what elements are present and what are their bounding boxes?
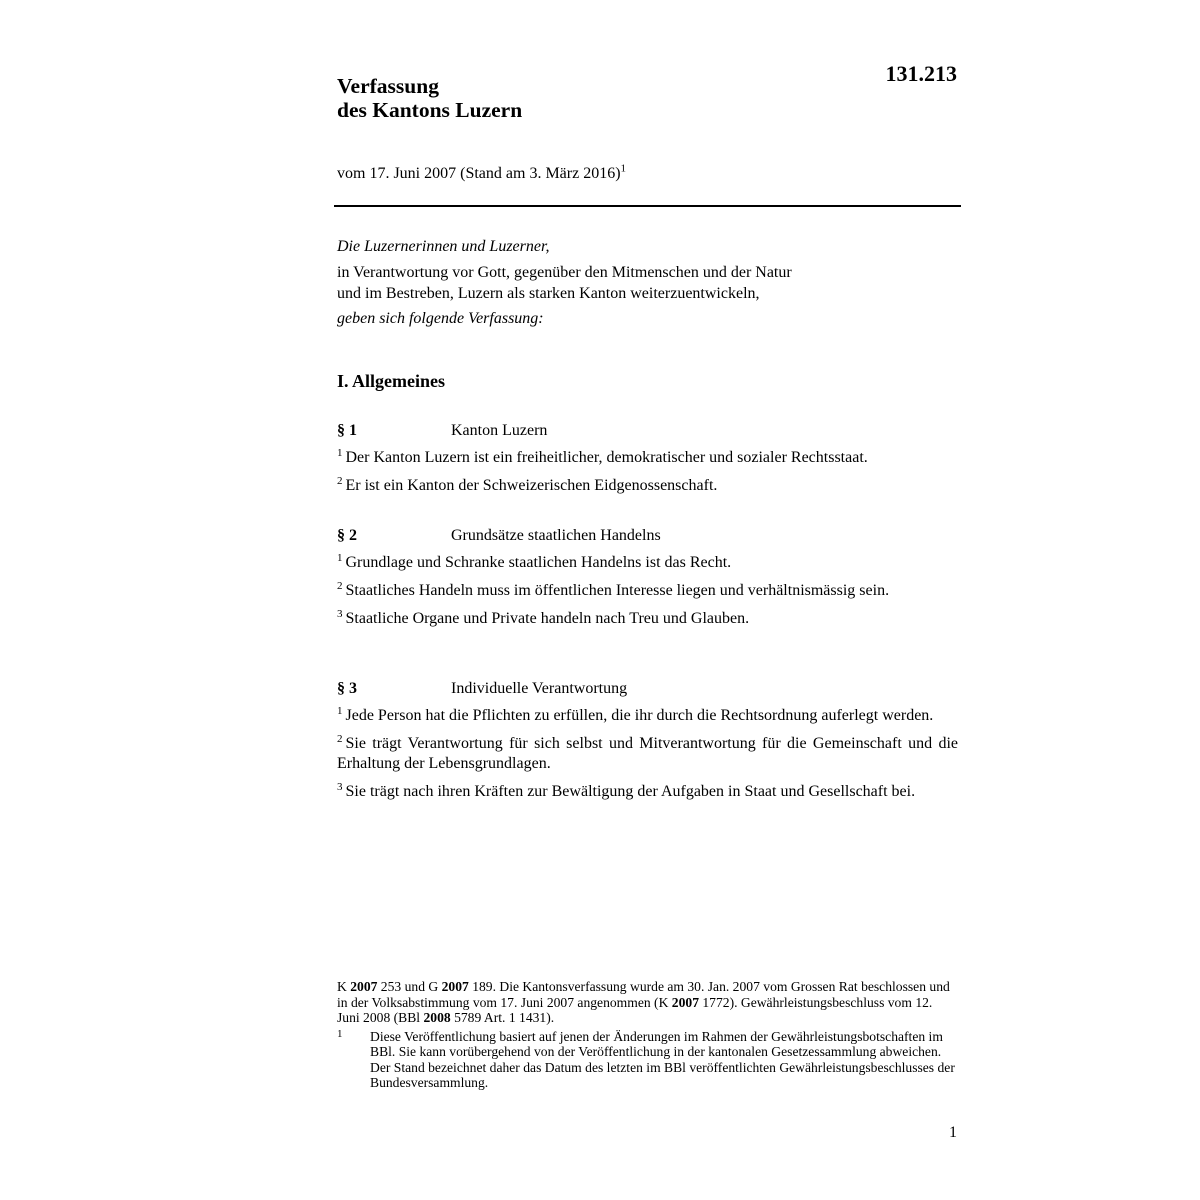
- preamble: [337, 236, 957, 329]
- source-year: 2007: [671, 994, 699, 1010]
- source-text: 189. Die Kantonsverfassung wurde am 30. Jan. 2007 vom Grossen Rat beschlossen und in der Volksabstimmung vom 17. Juni 2007 angenommen (K: [337, 979, 950, 1010]
- section-heading: [337, 525, 958, 547]
- paragraph: [337, 706, 958, 726]
- source-text: 253 und G: [377, 979, 442, 994]
- paragraph-text: Grundlage und Schranke staatlichen Handelns ist das Recht.: [345, 554, 732, 571]
- footnote-mark: 1: [337, 1027, 343, 1040]
- chapter-heading: I. Allgemeines: [337, 371, 445, 391]
- paragraph: [337, 609, 958, 629]
- page-number: 1: [949, 1124, 957, 1141]
- header-divider: [334, 205, 961, 207]
- footnote-item: [337, 1029, 957, 1091]
- source-year: 2007: [350, 979, 378, 994]
- section-1: [337, 420, 958, 504]
- paragraph-number: 2: [337, 474, 343, 487]
- section-title: Individuelle Verantwortung: [451, 680, 628, 697]
- section-title: Kanton Luzern: [451, 422, 548, 439]
- paragraph: [337, 553, 958, 573]
- paragraph-text: Sie trägt Verantwortung für sich selbst und Mitverantwortung für die Gemeinschaft und die Erhaltung der Lebensgrundlagen.: [337, 735, 958, 772]
- paragraph-number: 2: [337, 732, 343, 745]
- preamble-line-3: und im Bestreben, Luzern als starken Kanton weiterzuentwickeln,: [337, 285, 760, 302]
- section-number: § 1: [337, 422, 357, 439]
- footnote-source: [337, 979, 957, 1026]
- paragraph-text: Sie trägt nach ihren Kräften zur Bewältigung der Aufgaben in Staat und Gesellschaft bei.: [345, 783, 916, 800]
- paragraph: [337, 782, 958, 802]
- paragraph-number: 1: [337, 551, 343, 564]
- paragraph-number: 1: [337, 446, 343, 459]
- source-text: 1772). Gewährleistungsbeschluss vom 12. Juni 2008 (BBl: [337, 994, 933, 1025]
- source-year: 2007: [441, 979, 469, 994]
- section-number: § 2: [337, 527, 357, 544]
- paragraph-text: Er ist ein Kanton der Schweizerischen Eidgenossenschaft.: [345, 477, 718, 494]
- footnotes: [337, 979, 957, 1091]
- paragraph-text: Staatliche Organe und Private handeln nach Treu und Glauben.: [345, 610, 750, 627]
- paragraph-number: 1: [337, 704, 343, 717]
- section-2: [337, 525, 958, 637]
- source-text: 5789 Art. 1 1431).: [450, 1010, 555, 1025]
- title-line-1: Verfassung: [337, 74, 439, 98]
- paragraph-number: 3: [337, 607, 343, 620]
- footnote-text: Diese Veröffentlichung basiert auf jenen der Änderungen im Rahmen der Gewährleistungsbotschaften im BBl. Sie kann vorübergehend von der Veröffentlichung in der kantonalen Gesetzessammlung abweichen. Der Stand bezeichnet daher das Datum des letzten im BBl veröffentlichten Gewährleistungsbeschlusses der Bundesversammlung.: [370, 1028, 955, 1090]
- paragraph-number: 3: [337, 780, 343, 793]
- preamble-line-1: Die Luzernerinnen und Luzerner,: [337, 238, 550, 255]
- document-title: [337, 74, 522, 122]
- footnote-reference[interactable]: 1: [620, 162, 627, 175]
- paragraph: [337, 448, 958, 468]
- preamble-line-2: in Verantwortung vor Gott, gegenüber den Mitmenschen und der Natur: [337, 264, 792, 281]
- preamble-line-4: geben sich folgende Verfassung:: [337, 310, 544, 327]
- paragraph-text: Staatliches Handeln muss im öffentlichen Interesse liegen und verhältnismässig sein.: [345, 582, 890, 599]
- paragraph: [337, 734, 958, 774]
- paragraph-text: Jede Person hat die Pflichten zu erfüllen, die ihr durch die Rechtsordnung auferlegt werden.: [345, 707, 934, 724]
- section-heading: [337, 678, 958, 700]
- date-text: vom 17. Juni 2007 (Stand am 3. März 2016): [337, 165, 621, 182]
- paragraph: [337, 476, 958, 496]
- section-heading: [337, 420, 958, 442]
- paragraph: [337, 581, 958, 601]
- paragraph-text: Der Kanton Luzern ist ein freiheitlicher, demokratischer und sozialer Rechtsstaat.: [345, 449, 868, 466]
- section-number: § 3: [337, 680, 357, 697]
- section-3: [337, 678, 958, 810]
- source-year: 2008: [423, 1010, 451, 1025]
- source-text: K: [337, 979, 351, 994]
- section-title: Grundsätze staatlichen Handelns: [451, 527, 661, 544]
- title-line-2: des Kantons Luzern: [337, 98, 523, 122]
- document-number: 131.213: [885, 61, 957, 86]
- paragraph-number: 2: [337, 579, 343, 592]
- document-date-status: [337, 162, 627, 183]
